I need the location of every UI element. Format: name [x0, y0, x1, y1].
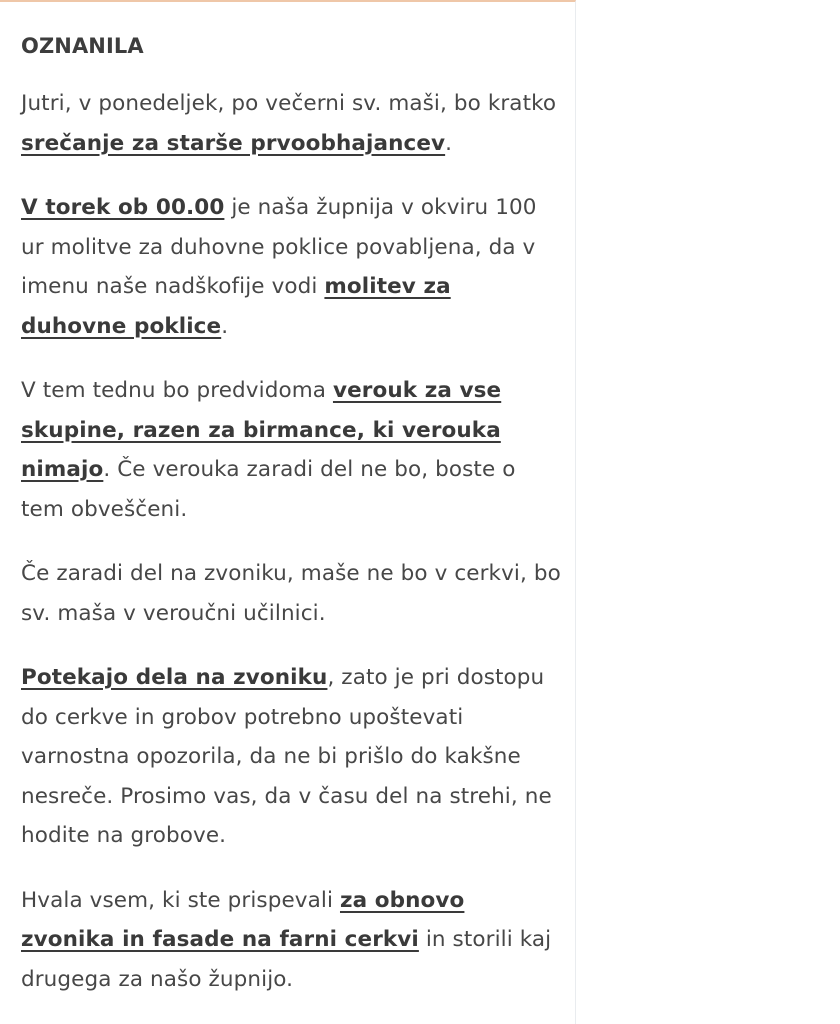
link-tuesday-time[interactable]: V torek ob 00.00: [21, 195, 225, 220]
paragraph-thanks: [21, 881, 561, 1000]
link-renovation[interactable]: za obnovo zvonika in fasade na farni cerkvi: [21, 887, 465, 952]
paragraph-parents-meeting: [21, 84, 561, 163]
paragraph-text: .: [445, 130, 453, 156]
paragraph-prayer-vocations: [21, 188, 561, 346]
link-prayer-vocations[interactable]: molitev za duhovne poklice: [21, 274, 451, 339]
paragraph-text: V tem tednu bo predvidoma: [21, 378, 333, 403]
link-catechism[interactable]: verouk za vse skupine, razen za birmance, ki verouka nimajo: [21, 378, 502, 482]
paragraph-text: Hvala vsem, ki ste prispevali: [21, 887, 340, 913]
link-parents-meeting[interactable]: srečanje za starše prvoobhajancev: [21, 130, 446, 156]
paragraph-text: in storili kaj drugega za našo župnijo.: [21, 927, 552, 992]
paragraph-text: , zato je pri dostopu do cerkve in grobov potrebno upoštevati varnostna opozorila, da ne bi prišlo do kakšne nesreče. Prosimo vas, da v času del na strehi, ne hodite na grobove.: [21, 665, 552, 848]
paragraph-text: je naša župnija v okviru 100 ur molitve za duhovne poklice povabljena, da v imenu naše nadškofije vodi: [21, 195, 537, 299]
paragraph-text: Jutri, v ponedeljek, po večerni sv. maši, bo kratko: [21, 91, 557, 116]
paragraph-mass-location: [21, 554, 561, 633]
paragraph-tower-works: [21, 658, 561, 856]
paragraph-catechism: [21, 371, 561, 529]
announcement-content: [21, 28, 561, 1024]
link-tower-works[interactable]: Potekajo dela na zvoniku: [21, 665, 328, 690]
paragraph-text: Če zaradi del na zvoniku, maše ne bo v cerkvi, bo sv. maša v veroučni učilnici.: [21, 561, 561, 626]
paragraph-text: .: [221, 313, 229, 339]
paragraph-text: . Če verouka zaradi del ne bo, boste o tem obveščeni.: [21, 457, 516, 522]
section-heading: OZNANILA: [21, 34, 144, 58]
